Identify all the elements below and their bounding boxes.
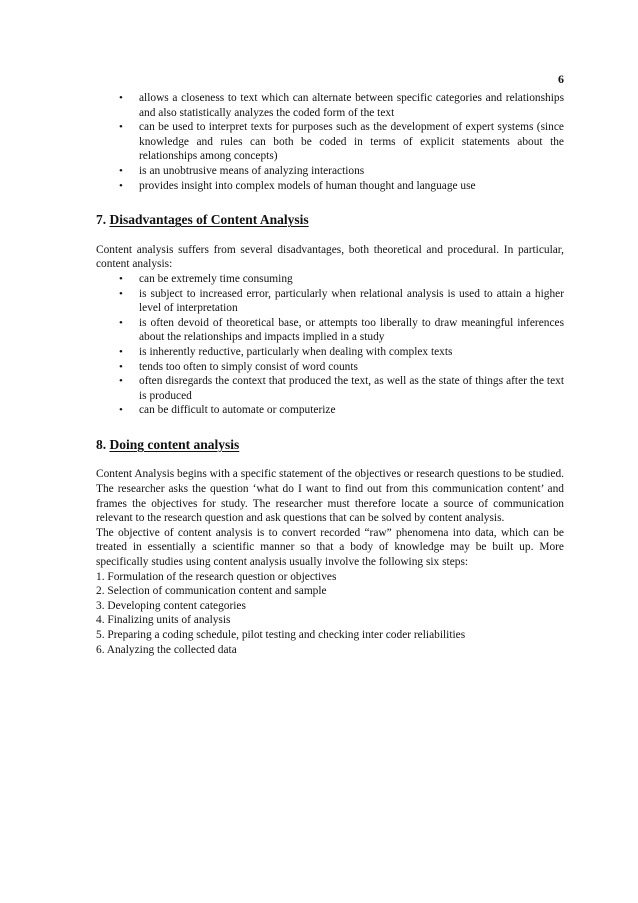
list-item: • allows a closeness to text which can alternate between specific categories and relationships and also statistically analyzes the coded form of the text bbox=[96, 91, 564, 120]
section-7-intro: Content analysis suffers from several disadvantages, both theoretical and procedural. In particular, content analysis: bbox=[96, 243, 564, 271]
disadvantages-bullet-list bbox=[96, 272, 564, 418]
section-title: Disadvantages of Content Analysis bbox=[109, 212, 309, 228]
list-item: 6. Analyzing the collected data bbox=[96, 643, 237, 656]
list-item: • is often devoid of theoretical base, or attempts too liberally to draw meaningful inferences about the relationships and impacts implied in a study bbox=[96, 316, 564, 345]
section-number: 8. bbox=[96, 436, 107, 452]
list-item: • can be difficult to automate or computerize bbox=[96, 403, 564, 418]
document-body bbox=[96, 91, 564, 657]
list-item: 5. Preparing a coding schedule, pilot testing and checking inter coder reliabilities bbox=[96, 629, 466, 641]
advantages-bullet-list bbox=[96, 91, 564, 193]
list-item: 2. Selection of communication content and sample bbox=[96, 585, 327, 598]
section-8-paragraph-2: The objective of content analysis is to convert recorded “raw” phenomena into data, which can be treated in essentially a scientific manner so that a body of knowledge may be built up. More specifically studies using content analysis usually involve the following six steps: bbox=[96, 526, 564, 569]
section-8-heading bbox=[96, 438, 564, 453]
list-item: • is an unobtrusive means of analyzing interactions bbox=[96, 164, 564, 179]
steps-list bbox=[96, 570, 564, 658]
list-item: 3. Developing content categories bbox=[96, 599, 246, 612]
list-item: • is inherently reductive, particularly when dealing with complex texts bbox=[96, 345, 564, 360]
section-8-paragraph-1: Content Analysis begins with a specific statement of the objectives or research questions to be studied. The researcher asks the question ‘what do I want to find out from this communication content’ and frames the objectives for study. The researcher must therefore locate a source of communication relevant to the research question and ask questions that can be solved by content analysis. bbox=[96, 468, 564, 525]
list-item: • provides insight into complex models of human thought and language use bbox=[96, 179, 564, 194]
list-item: • often disregards the context that produced the text, as well as the state of things after the text is produced bbox=[96, 374, 564, 403]
list-item: • can be extremely time consuming bbox=[96, 272, 564, 287]
list-item: • can be used to interpret texts for purposes such as the development of expert systems (since knowledge and rules can both be coded in terms of explicit statements about the relationships among concepts) bbox=[96, 120, 564, 164]
section-title: Doing content analysis bbox=[109, 436, 240, 452]
list-item: 4. Finalizing units of analysis bbox=[96, 614, 231, 627]
page-number: 6 bbox=[558, 72, 564, 86]
section-7-heading bbox=[96, 213, 564, 228]
list-item: • is subject to increased error, particularly when relational analysis is used to attain a higher level of interpretation bbox=[96, 287, 564, 316]
section-number: 7. bbox=[96, 212, 107, 228]
list-item: 1. Formulation of the research question or objectives bbox=[96, 570, 337, 583]
list-item: • tends too often to simply consist of word counts bbox=[96, 360, 564, 375]
